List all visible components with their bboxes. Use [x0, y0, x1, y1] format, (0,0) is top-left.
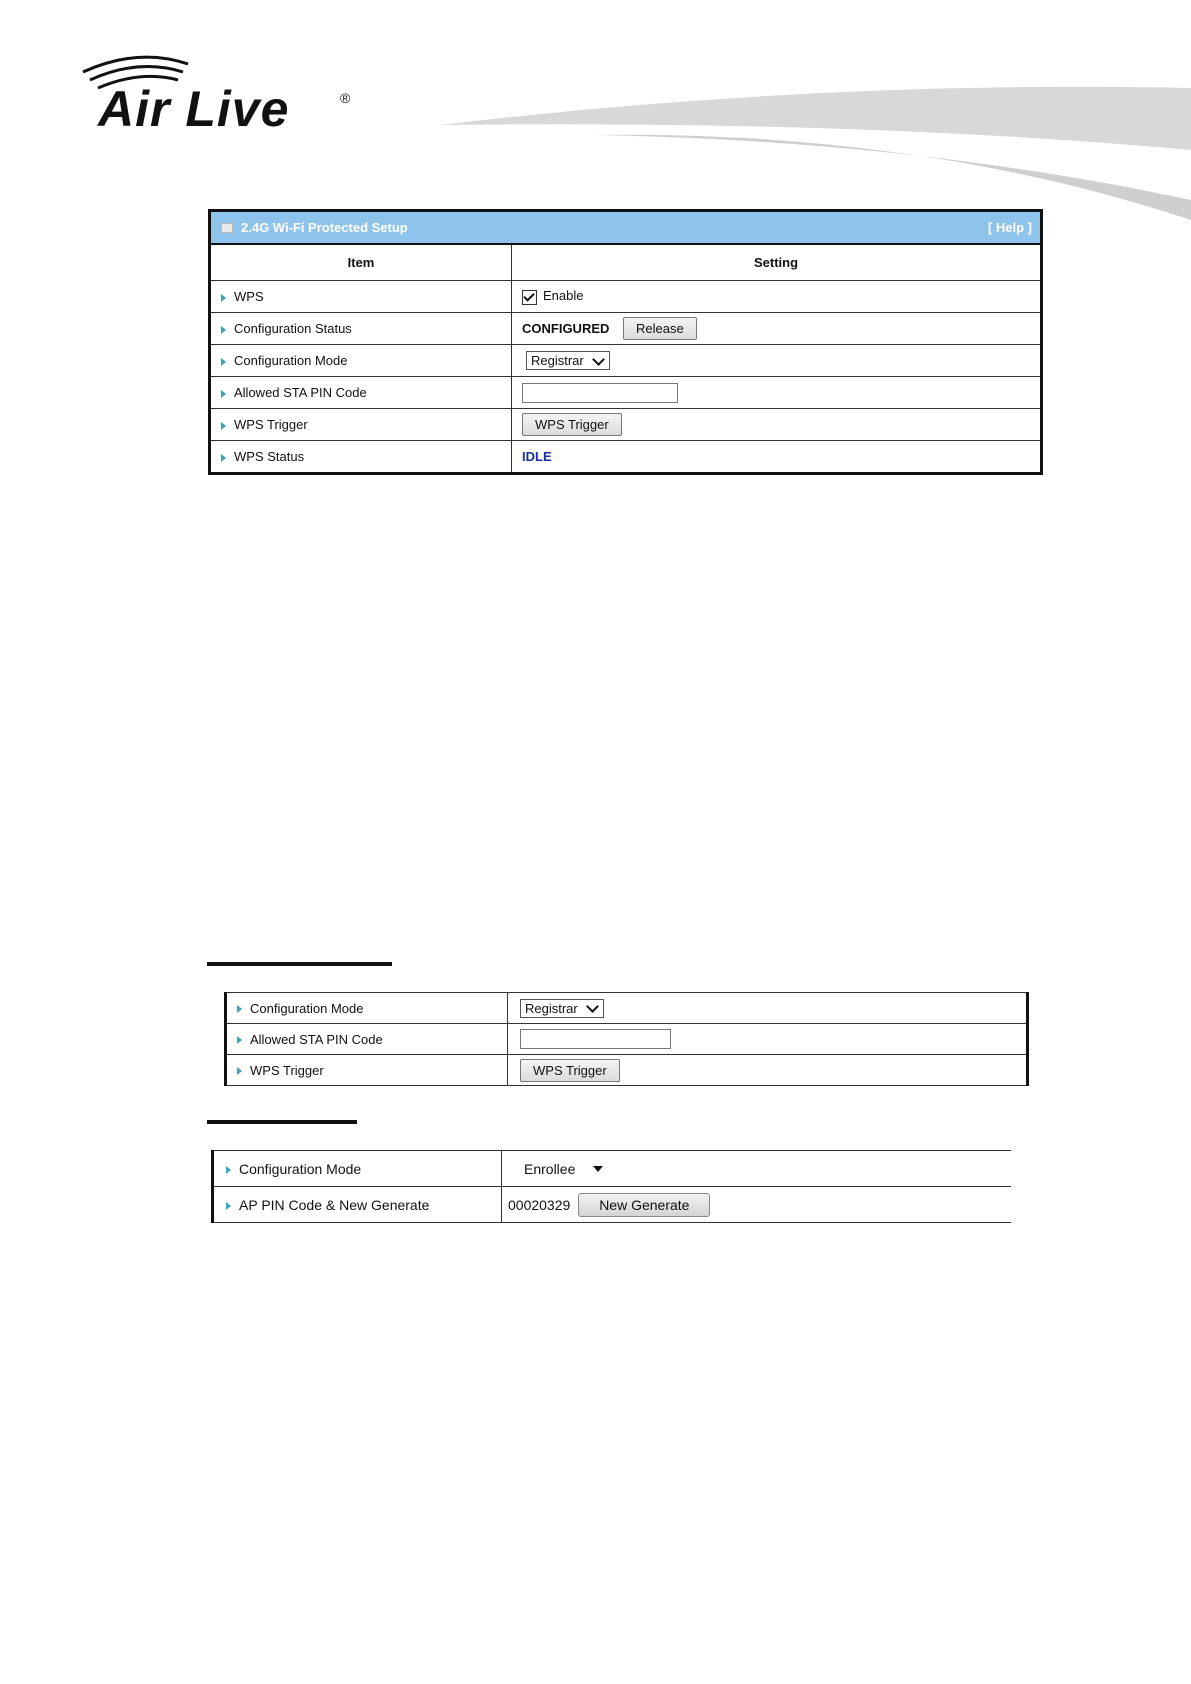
enrollee-section-underline: [207, 1120, 357, 1124]
config-mode-label: Configuration Mode: [234, 353, 348, 368]
release-button[interactable]: Release: [623, 317, 697, 340]
header-swoosh-decoration: [440, 80, 1191, 220]
table-row-config-mode: [211, 345, 1040, 377]
registrar-wps-trigger-button[interactable]: WPS Trigger: [520, 1059, 620, 1082]
ap-pin-value: 00020329: [508, 1196, 571, 1213]
wps-settings-table: [211, 245, 1040, 472]
table-row-wps: [211, 281, 1040, 313]
config-status-label: Configuration Status: [234, 321, 352, 336]
row-arrow-icon: [221, 358, 226, 366]
wps-enable-label: Enable: [543, 288, 584, 304]
config-mode-label: Configuration Mode: [250, 1000, 364, 1016]
table-row-pin-code: [211, 377, 1040, 409]
wps-trigger-label: WPS Trigger: [250, 1062, 324, 1078]
row-arrow-icon: [221, 454, 226, 462]
config-mode-select[interactable]: [526, 351, 610, 370]
registrar-section-underline: [207, 962, 392, 966]
wps-label: WPS: [234, 289, 264, 304]
table-row-wps-trigger: [226, 1055, 1028, 1086]
table-row-wps-status: [211, 441, 1040, 473]
config-mode-selected: Registrar: [531, 353, 584, 368]
table-row-pin-code: [226, 1024, 1028, 1055]
wps-enable-checkbox[interactable]: [522, 290, 537, 305]
wps-status-value: IDLE: [522, 449, 552, 464]
ap-pin-label: AP PIN Code & New Generate: [239, 1196, 430, 1213]
table-row-ap-pin: [213, 1187, 1012, 1223]
table-row-config-mode: [213, 1151, 1012, 1187]
wps-status-label: WPS Status: [234, 449, 305, 464]
row-arrow-icon: [226, 1166, 231, 1174]
pin-code-label: Allowed STA PIN Code: [234, 385, 367, 400]
column-header-item: Item: [211, 245, 512, 281]
brand-registered-mark: ®: [340, 90, 351, 106]
panel-header-icon: [221, 223, 233, 233]
row-arrow-icon: [221, 294, 226, 302]
help-link[interactable]: [ Help ]: [987, 220, 1032, 235]
row-arrow-icon: [221, 326, 226, 334]
sta-pin-code-input[interactable]: [522, 383, 678, 403]
row-arrow-icon: [237, 1005, 242, 1013]
row-arrow-icon: [221, 422, 226, 430]
dropdown-triangle-icon: [593, 1166, 603, 1172]
column-header-setting: Setting: [512, 245, 1041, 281]
table-row-wps-trigger: [211, 409, 1040, 441]
enrollee-mode-select[interactable]: [518, 1159, 609, 1179]
enrollee-mode-selected: Enrollee: [524, 1160, 576, 1177]
wps-trigger-label: WPS Trigger: [234, 417, 308, 432]
registrar-mode-selected: Registrar: [525, 1000, 578, 1016]
pin-code-label: Allowed STA PIN Code: [250, 1031, 383, 1047]
registrar-mode-table: [224, 992, 1029, 1086]
wps-setup-panel: [208, 209, 1043, 475]
row-arrow-icon: [237, 1067, 242, 1075]
config-mode-label: Configuration Mode: [239, 1160, 362, 1177]
brand-logo-text: Air Live: [98, 81, 290, 137]
new-generate-button[interactable]: New Generate: [578, 1193, 710, 1217]
chevron-down-icon: [592, 353, 605, 366]
registrar-pin-code-input[interactable]: [520, 1029, 671, 1049]
wps-trigger-button[interactable]: WPS Trigger: [522, 413, 622, 436]
chevron-down-icon: [586, 1000, 599, 1013]
table-row-config-mode: [226, 993, 1028, 1024]
table-row-config-status: [211, 313, 1040, 345]
panel-header: [211, 212, 1040, 245]
registrar-mode-select[interactable]: [520, 999, 604, 1018]
panel-title: 2.4G Wi-Fi Protected Setup: [241, 220, 408, 235]
enrollee-mode-table: [211, 1150, 1011, 1223]
row-arrow-icon: [221, 390, 226, 398]
row-arrow-icon: [226, 1202, 231, 1210]
config-status-value: CONFIGURED: [522, 321, 610, 336]
row-arrow-icon: [237, 1036, 242, 1044]
